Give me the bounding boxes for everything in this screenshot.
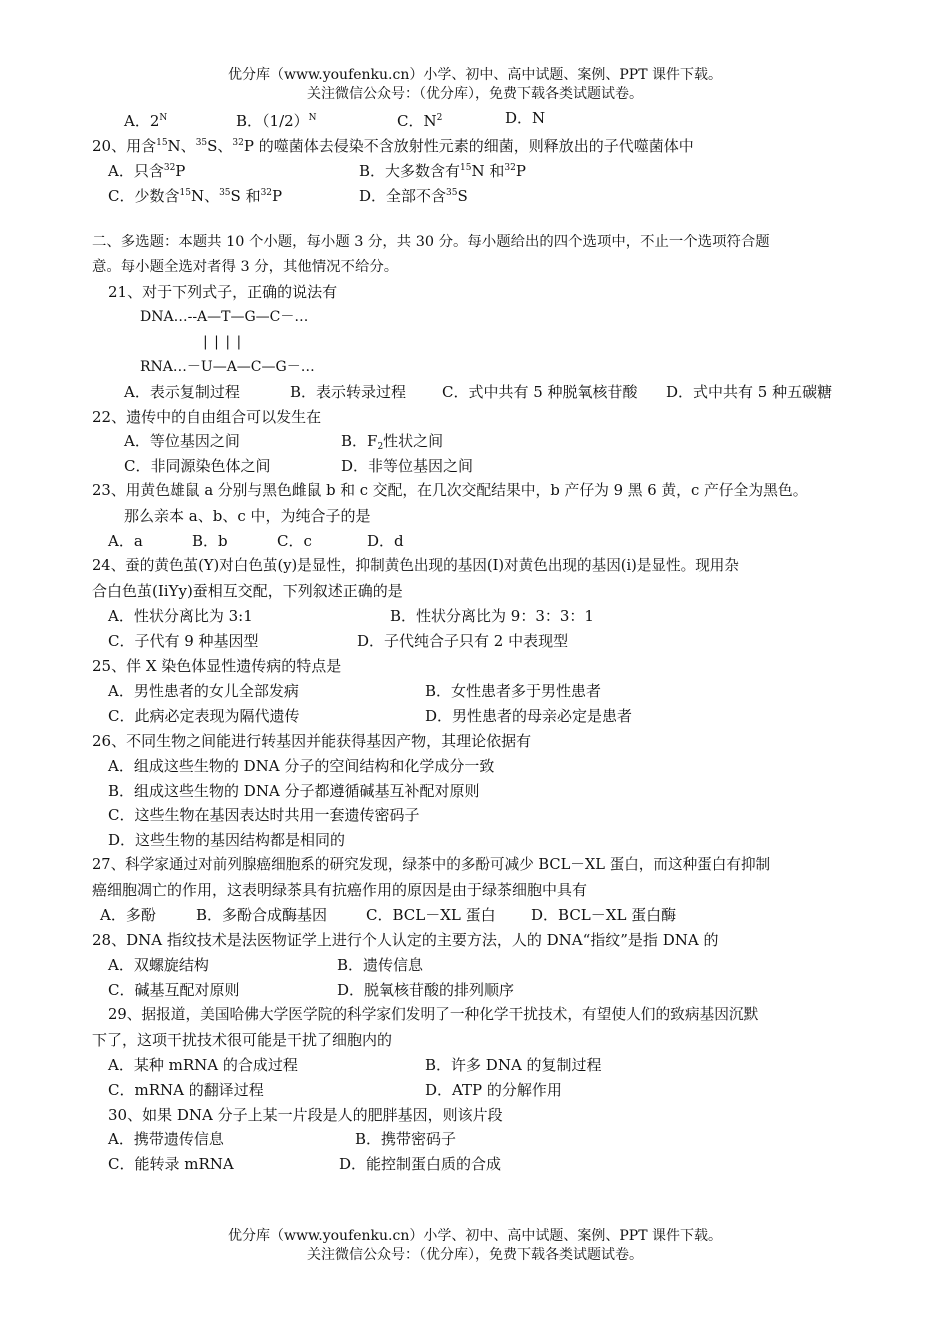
q19-option-a: A．$2^N$ [124, 112, 168, 130]
q25-option-c: C．此病必定表现为隔代遗传 [108, 707, 300, 725]
q24-option-a: A．性状分离比为 3:1 [108, 607, 253, 625]
q28-option-c: C．碱基互配对原则 [108, 981, 240, 999]
header-line-1: 优分库（www.youfenku.cn）小学、初中、高中试题、案例、PPT 课件下载。 [227, 67, 722, 83]
q27-option-b: B．多酚合成酶基因 [196, 906, 328, 924]
q23-option-c: C．c [277, 532, 312, 550]
q19-option-c: C．$N^2$ [397, 112, 443, 130]
q29-stem: 29、据报道，美国哈佛大学医学院的科学家们发明了一种化学干扰技术，有望使人们的致病基因沉默 [108, 1006, 759, 1023]
q27-option-a: A．多酚 [100, 906, 156, 924]
q26-option-c: C．这些生物在基因表达时共用一套遗传密码子 [108, 806, 420, 824]
q20-stem: 20、用含$^{15}$N、$^{35}$S、$^{32}$P 的噬菌体去侵染不含放射性元素的细菌，则释放出的子代噬菌体中 [92, 137, 694, 155]
q21-option-d: D．式中共有 5 种五碳糖 [666, 383, 833, 401]
q28-option-b: B．遗传信息 [337, 956, 424, 974]
q30-option-c: C．能转录 mRNA [108, 1155, 234, 1173]
q23-stem: 23、用黄色雄鼠 a 分别与黑色雌鼠 b 和 c 交配，在几次交配结果中，b 产仔为 9 黑 6 黄，c 产仔全为黑色。 [92, 482, 808, 499]
footer-line-1: 优分库（www.youfenku.cn）小学、初中、高中试题、案例、PPT 课件下载。 [227, 1228, 722, 1244]
q22-option-b: B．$F_2$性状之间 [341, 432, 444, 452]
q22-option-d: D．非等位基因之间 [341, 457, 474, 475]
q27-stem: 27、科学家通过对前列腺癌细胞系的研究发现，绿茶中的多酚可减少 BCL－XL 蛋白，而这种蛋白有抑制 [92, 856, 771, 873]
q25-option-b: B．女性患者多于男性患者 [425, 682, 602, 700]
q21-option-a: A．表示复制过程 [124, 383, 240, 401]
q21-base-pair-bars: | | | | [203, 334, 242, 350]
q24-option-b: B．性状分离比为 9：3：3：1 [390, 607, 594, 625]
q23-option-b: B．b [192, 532, 228, 550]
q19-option-b: B．$(1/2)^N$ [236, 112, 317, 130]
q29-stem-2: 下了，这项干扰技术很可能是干扰了细胞内的 [92, 1031, 393, 1049]
q26-option-a: A．组成这些生物的 DNA 分子的空间结构和化学成分一致 [108, 757, 495, 775]
q29-option-b: B．许多 DNA 的复制过程 [425, 1056, 602, 1074]
q21-option-b: B．表示转录过程 [290, 383, 407, 401]
q25-option-d: D．男性患者的母亲必定是患者 [425, 707, 633, 725]
q26-option-b: B．组成这些生物的 DNA 分子都遵循碱基互补配对原则 [108, 782, 480, 800]
q30-option-d: D．能控制蛋白质的合成 [339, 1155, 502, 1173]
q25-stem: 25、伴 X 染色体显性遗传病的特点是 [92, 657, 342, 675]
q28-option-d: D．脱氧核苷酸的排列顺序 [337, 981, 515, 999]
header-line-2: 关注微信公众号：（优分库），免费下载各类试题试卷。 [307, 86, 643, 102]
q30-option-a: A．携带遗传信息 [108, 1130, 224, 1148]
q23-stem-2: 那么亲本 a、b、c 中，为纯合子的是 [124, 507, 371, 525]
q19-option-d: D．N [505, 109, 546, 127]
q27-option-c: C．BCL－XL 蛋白 [366, 906, 496, 924]
section2-instructions-line-1: 二、多选题：本题共 10 个小题，每小题 3 分，共 30 分。每小题给出的四个选项中，不止一个选项符合题 [92, 234, 770, 250]
q23-option-a: A．a [108, 532, 143, 550]
q26-option-d: D．这些生物的基因结构都是相同的 [108, 831, 346, 849]
q21-rna-strand: RNA…－U—A—C—G－… [140, 359, 315, 375]
q28-option-a: A．双螺旋结构 [108, 956, 209, 974]
q22-stem: 22、遗传中的自由组合可以发生在 [92, 408, 322, 426]
q27-stem-2: 癌细胞凋亡的作用，这表明绿茶具有抗癌作用的原因是由于绿茶细胞中具有 [92, 881, 588, 899]
q20-option-c: C．少数含$^{15}$N、$^{35}$S 和$^{32}$P [108, 187, 283, 205]
q21-dna-strand: DNA…--A—T—G—C－… [140, 309, 309, 325]
q20-option-d: D．全部不含$^{35}$S [359, 187, 468, 205]
q29-option-c: C．mRNA 的翻译过程 [108, 1081, 264, 1099]
q21-option-c: C．式中共有 5 种脱氧核苷酸 [442, 383, 638, 401]
q26-stem: 26、不同生物之间能进行转基因并能获得基因产物，其理论依据有 [92, 732, 532, 750]
q24-stem: 24、蚕的黄色茧(Y)对白色茧(y)是显性，抑制黄色出现的基因(I)对黄色出现的基因(i)是显性。现用杂 [92, 557, 739, 574]
q22-option-a: A．等位基因之间 [124, 432, 240, 450]
q29-option-a: A．某种 mRNA 的合成过程 [108, 1056, 298, 1074]
footer-line-2: 关注微信公众号：（优分库），免费下载各类试题试卷。 [307, 1247, 643, 1263]
q20-option-b: B．大多数含有$^{15}$N 和$^{32}$P [359, 162, 526, 180]
q25-option-a: A．男性患者的女儿全部发病 [108, 682, 299, 700]
q28-stem: 28、DNA 指纹技术是法医物证学上进行个人认定的主要方法，人的 DNA“指纹”是指 DNA 的 [92, 931, 719, 949]
q24-option-d: D．子代纯合子只有 2 中表现型 [357, 632, 569, 650]
q24-stem-2: 合白色茧(IiYy)蚕相互交配，下列叙述正确的是 [92, 582, 403, 600]
q24-option-c: C．子代有 9 种基因型 [108, 632, 259, 650]
q23-option-d: D．d [367, 532, 404, 550]
q22-option-c: C．非同源染色体之间 [124, 457, 271, 475]
q29-option-d: D．ATP 的分解作用 [425, 1081, 562, 1099]
q30-option-b: B．携带密码子 [355, 1130, 457, 1148]
q30-stem: 30、如果 DNA 分子上某一片段是人的肥胖基因，则该片段 [108, 1106, 503, 1124]
section2-instructions-line-2: 意。每小题全选对者得 3 分，其他情况不给分。 [92, 259, 399, 275]
q27-option-d: D．BCL－XL 蛋白酶 [531, 906, 677, 924]
q21-stem: 21、对于下列式子，正确的说法有 [108, 283, 338, 301]
q20-option-a: A．只含$^{32}$P [108, 162, 186, 180]
